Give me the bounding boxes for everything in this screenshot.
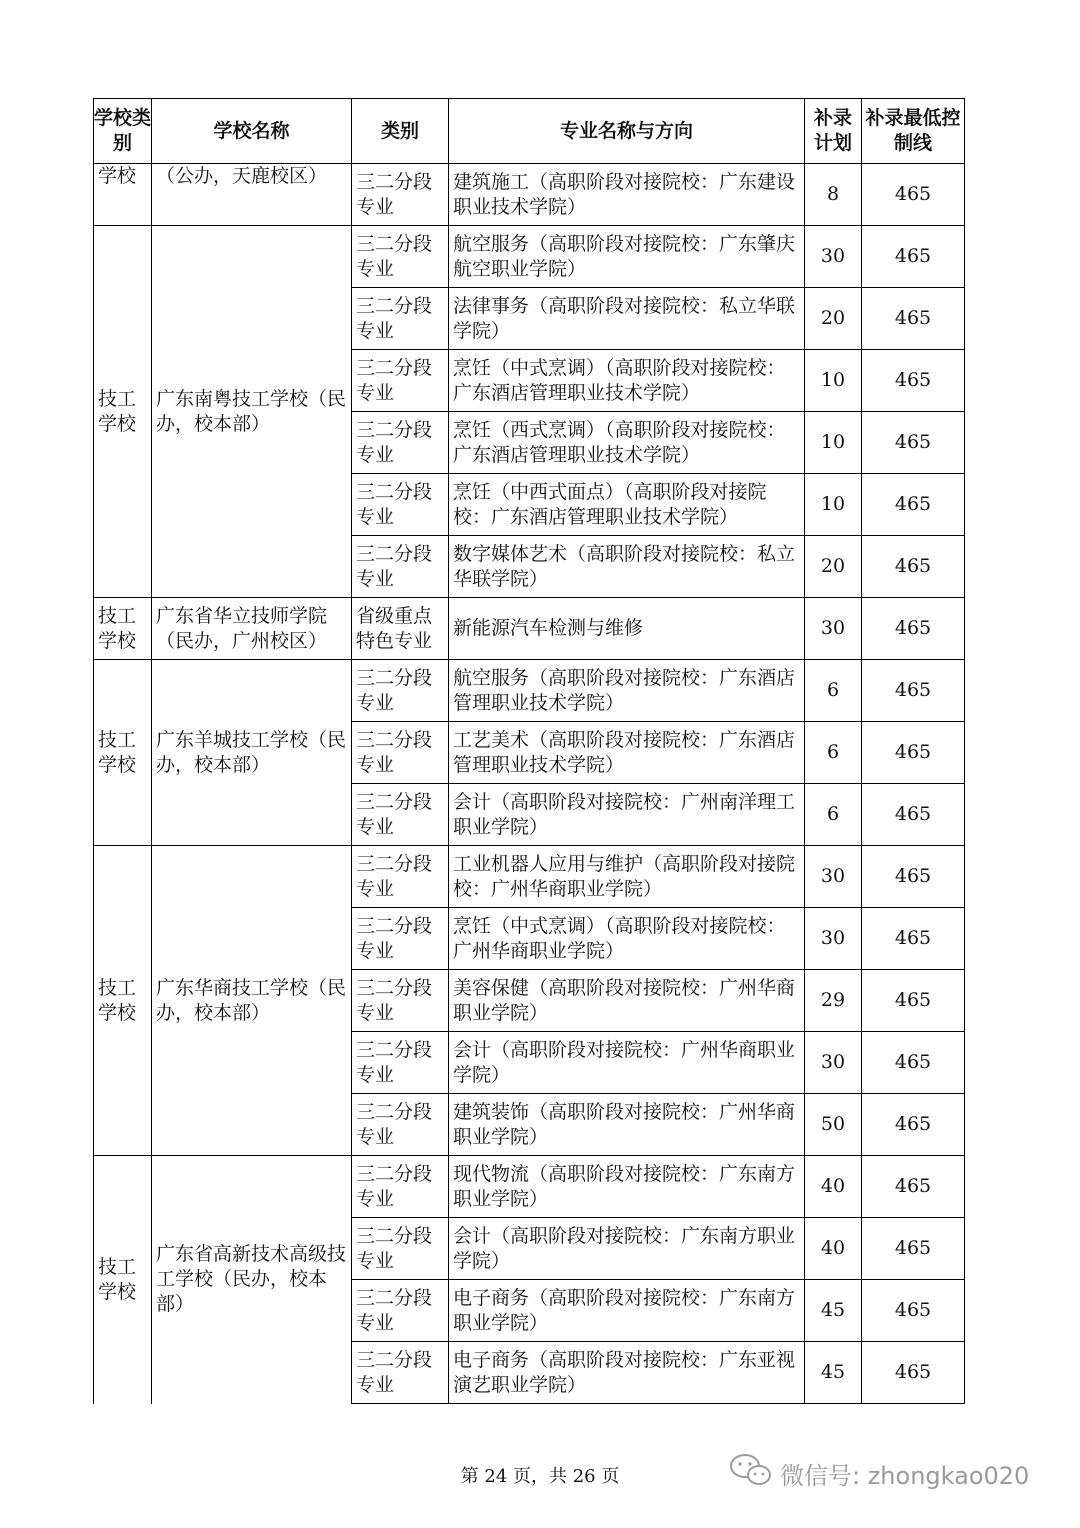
header-category: 类别 <box>352 99 449 164</box>
cell-plan: 45 <box>805 1280 862 1342</box>
cell-min-score: 465 <box>862 846 965 908</box>
cell-school-name: 广东南粤技工学校（民办，校本部） <box>152 226 352 598</box>
cell-major: 烹饪（中式烹调）（高职阶段对接院校：广州华商职业学院） <box>449 908 805 970</box>
cell-major: 新能源汽车检测与维修 <box>449 598 805 660</box>
cell-category: 三二分段专业 <box>352 660 449 722</box>
cell-category: 三二分段专业 <box>352 1342 449 1404</box>
cell-major: 烹饪（中式烹调）（高职阶段对接院校：广东酒店管理职业技术学院） <box>449 350 805 412</box>
header-school-name: 学校名称 <box>152 99 352 164</box>
cell-category: 三二分段专业 <box>352 350 449 412</box>
wechat-icon <box>728 1452 774 1494</box>
table-row <box>94 846 965 908</box>
watermark-text: 微信号: zhongkao020 <box>780 1461 1030 1490</box>
cell-category: 三二分段专业 <box>352 784 449 846</box>
cell-min-score: 465 <box>862 1094 965 1156</box>
cell-min-score: 465 <box>862 288 965 350</box>
cell-min-score: 465 <box>862 1156 965 1218</box>
cell-min-score: 465 <box>862 908 965 970</box>
cell-category: 三二分段专业 <box>352 288 449 350</box>
cell-school-type: 技工学校 <box>94 846 152 1156</box>
cell-major: 美容保健（高职阶段对接院校：广州华商职业学院） <box>449 970 805 1032</box>
header-school-type: 学校类别 <box>94 99 152 164</box>
cell-major: 烹饪（中西式面点）（高职阶段对接院校：广东酒店管理职业技术学院） <box>449 474 805 536</box>
cell-min-score: 465 <box>862 474 965 536</box>
cell-plan: 10 <box>805 474 862 536</box>
table-row <box>94 1156 965 1218</box>
table-body <box>94 164 965 1404</box>
admission-table-container <box>93 98 964 1404</box>
cell-school-name: 广东羊城技工学校（民办，校本部） <box>152 660 352 846</box>
cell-plan: 20 <box>805 288 862 350</box>
cell-category: 三二分段专业 <box>352 1218 449 1280</box>
cell-min-score: 465 <box>862 1280 965 1342</box>
cell-major: 现代物流（高职阶段对接院校：广东南方职业学院） <box>449 1156 805 1218</box>
cell-plan: 30 <box>805 226 862 288</box>
cell-min-score: 465 <box>862 164 965 226</box>
cell-plan: 20 <box>805 536 862 598</box>
cell-category: 三二分段专业 <box>352 474 449 536</box>
cell-category: 三二分段专业 <box>352 970 449 1032</box>
cell-category: 三二分段专业 <box>352 1280 449 1342</box>
cell-category: 三二分段专业 <box>352 908 449 970</box>
cell-school-type: 技工学校 <box>94 598 152 660</box>
cell-plan: 6 <box>805 722 862 784</box>
cell-plan: 10 <box>805 412 862 474</box>
cell-school-name: （公办，天鹿校区） <box>152 164 352 226</box>
cell-min-score: 465 <box>862 412 965 474</box>
cell-major: 会计（高职阶段对接院校：广州南洋理工职业学院） <box>449 784 805 846</box>
cell-category: 三二分段专业 <box>352 1094 449 1156</box>
cell-plan: 30 <box>805 908 862 970</box>
cell-school-name: 广东华商技工学校（民办，校本部） <box>152 846 352 1156</box>
cell-major: 建筑装饰（高职阶段对接院校：广州华商职业学院） <box>449 1094 805 1156</box>
cell-category: 三二分段专业 <box>352 1156 449 1218</box>
header-major: 专业名称与方向 <box>449 99 805 164</box>
cell-min-score: 465 <box>862 1218 965 1280</box>
cell-min-score: 465 <box>862 1342 965 1404</box>
watermark <box>728 1452 1029 1494</box>
cell-major: 工艺美术（高职阶段对接院校：广东酒店管理职业技术学院） <box>449 722 805 784</box>
table-row <box>94 660 965 722</box>
cell-min-score: 465 <box>862 598 965 660</box>
table-header-row <box>94 99 965 164</box>
cell-min-score: 465 <box>862 784 965 846</box>
cell-plan: 50 <box>805 1094 862 1156</box>
cell-school-type: 技工学校 <box>94 1156 152 1404</box>
cell-plan: 30 <box>805 598 862 660</box>
cell-category: 三二分段专业 <box>352 164 449 226</box>
table-row <box>94 226 965 288</box>
cell-plan: 8 <box>805 164 862 226</box>
cell-school-type: 技工学校 <box>94 226 152 598</box>
cell-plan: 30 <box>805 846 862 908</box>
cell-min-score: 465 <box>862 536 965 598</box>
cell-min-score: 465 <box>862 660 965 722</box>
cell-plan: 40 <box>805 1156 862 1218</box>
cell-category: 三二分段专业 <box>352 226 449 288</box>
cell-category: 三二分段专业 <box>352 536 449 598</box>
cell-plan: 30 <box>805 1032 862 1094</box>
cell-major: 会计（高职阶段对接院校：广州华商职业学院） <box>449 1032 805 1094</box>
cell-school-type: 技工学校 <box>94 660 152 846</box>
cell-min-score: 465 <box>862 350 965 412</box>
cell-major: 法律事务（高职阶段对接院校：私立华联学院） <box>449 288 805 350</box>
cell-category: 省级重点特色专业 <box>352 598 449 660</box>
cell-major: 数字媒体艺术（高职阶段对接院校：私立华联学院） <box>449 536 805 598</box>
cell-min-score: 465 <box>862 1032 965 1094</box>
cell-major: 电子商务（高职阶段对接院校：广东南方职业学院） <box>449 1280 805 1342</box>
cell-major: 电子商务（高职阶段对接院校：广东亚视演艺职业学院） <box>449 1342 805 1404</box>
cell-school-type: 学校 <box>94 164 152 226</box>
cell-min-score: 465 <box>862 722 965 784</box>
cell-plan: 45 <box>805 1342 862 1404</box>
cell-category: 三二分段专业 <box>352 1032 449 1094</box>
cell-plan: 40 <box>805 1218 862 1280</box>
cell-plan: 10 <box>805 350 862 412</box>
page-footer: 第 24 页，共 26 页 <box>460 1466 620 1487</box>
cell-major: 工业机器人应用与维护（高职阶段对接院校：广州华商职业学院） <box>449 846 805 908</box>
cell-plan: 29 <box>805 970 862 1032</box>
cell-school-name: 广东省华立技师学院（民办，广州校区） <box>152 598 352 660</box>
cell-category: 三二分段专业 <box>352 722 449 784</box>
cell-major: 会计（高职阶段对接院校：广东南方职业学院） <box>449 1218 805 1280</box>
cell-major: 建筑施工（高职阶段对接院校：广东建设职业技术学院） <box>449 164 805 226</box>
cell-school-name: 广东省高新技术高级技工学校（民办，校本部） <box>152 1156 352 1404</box>
table-row <box>94 164 965 226</box>
cell-major: 航空服务（高职阶段对接院校：广东肇庆航空职业学院） <box>449 226 805 288</box>
cell-min-score: 465 <box>862 970 965 1032</box>
cell-category: 三二分段专业 <box>352 846 449 908</box>
cell-major: 航空服务（高职阶段对接院校：广东酒店管理职业技术学院） <box>449 660 805 722</box>
cell-plan: 6 <box>805 784 862 846</box>
cell-plan: 6 <box>805 660 862 722</box>
cell-major: 烹饪（西式烹调）（高职阶段对接院校：广东酒店管理职业技术学院） <box>449 412 805 474</box>
header-min-score: 补录最低控制线 <box>862 99 965 164</box>
table-row <box>94 598 965 660</box>
cell-category: 三二分段专业 <box>352 412 449 474</box>
cell-min-score: 465 <box>862 226 965 288</box>
header-plan: 补录计划 <box>805 99 862 164</box>
admission-table <box>93 98 965 1404</box>
